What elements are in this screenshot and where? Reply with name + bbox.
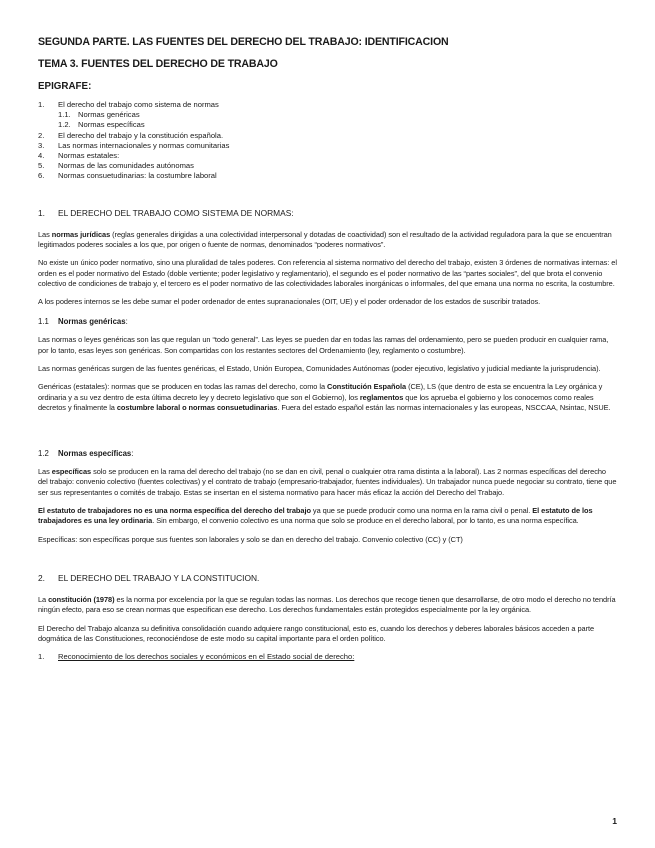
page-number: 1 bbox=[612, 816, 617, 826]
table-of-contents bbox=[38, 100, 617, 182]
epigraph-label: EPIGRAFE: bbox=[38, 81, 92, 92]
section-2-heading: 2. EL DERECHO DEL TRABAJO Y LA CONSTITUCION. bbox=[38, 572, 260, 583]
subsection-1-2-paragraph: Específicas: son específicas porque sus fuentes son laborales y solo se dan en derecho del trabajo. Convenio colectivo (CC) y (CT) bbox=[38, 534, 463, 544]
toc-item: 6. Normas consuetudinarias: la costumbre laboral bbox=[38, 171, 217, 181]
toc-item: 5. Normas de las comunidades autónomas bbox=[38, 161, 194, 171]
toc-subitem: 1.1. Normas genéricas bbox=[58, 110, 140, 120]
section-2-paragraph: La constitución (1978) es la norma por excelencia por la que se regulan todas las normas. Los derechos que recoge tienen que desarrollarse, de otro modo el derecho no tendría ningún efecto, para eso se crean normas que especifican ese derecho. Los derechos fundamentales están protegidos especialmente por la ley orgánica. bbox=[38, 594, 616, 615]
part-title: SEGUNDA PARTE. LAS FUENTES DEL DERECHO DEL TRABAJO: IDENTIFICACION bbox=[38, 36, 449, 48]
section-1-paragraph: Las normas jurídicas (reglas generales dirigidas a una colectividad interpersonal y dotadas de coactividad) son el resultado de la actividad reguladora para la que se encuentran legitimados poderes sociales a los que, por origen o fuente de normas, denominados “poderes normativos”. bbox=[38, 229, 612, 249]
subsection-1-1-paragraph: Genéricas (estatales): normas que se producen en todas las ramas del derecho, como la Constitución Española (CE), LS (que dentro de esta se encuentra la Ley orgánica y ordinaria y a su vez dentro de esta última decreto ley y decreto legislativo que son el Gobierno), los reglamentos que los aprueba el gobierno y los conocemos como reales decretos y finalmente la costumbre laboral o normas consuetudinarias. Fuera del estado español están las normas internacionales y las europeas, NSCCAA, Nsintac, NSUE. bbox=[38, 382, 611, 412]
toc-item: 4. Normas estatales: bbox=[38, 151, 120, 161]
subsection-1-2-paragraph: Las específicas solo se producen en la rama del derecho del trabajo (no se dan en civil, penal o cualquier otra rama distinta a la laboral). Las 2 normas específicas del derecho del trabajo: convenio colectivo (fuentes colectivas) y el contrato de trabajo (empresario-trabajador, fuentes individuales). Un trabajador nunca puede negociar su contrato, tiene que ser sus representantes o comités de trabajo. Estas se insertan en el sistema normativo para hacer más eficaz la acción del Derecho del Trabajo. bbox=[38, 467, 617, 497]
toc-item: 3. Las normas internacionales y normas comunitarias bbox=[38, 140, 230, 150]
subsection-1-2-heading: 1.2 Normas específicas : bbox=[38, 449, 134, 459]
subsection-1-1-paragraph: Las normas o leyes genéricas son las que regulan un “todo general”. Las leyes se pueden dar en todas las ramas del ordenamiento, pero se pueden producir en cualquier rama, por lo tanto, esas leyes son genéricas. Son compartidas con los restantes sectores del Ordenamiento (ley, reglamento o costumbre). bbox=[38, 335, 609, 355]
subsection-1-1-paragraph: Las normas genéricas surgen de las fuentes genéricas, el Estado, Unión Europea, Comunidades Autónomas (poder ejecutivo, legislativo y judicial mediante la jurisprudencia). bbox=[38, 364, 601, 373]
section-2-paragraph: El Derecho del Trabajo alcanza su definitiva consolidación cuando adquiere rango constitucional, esto es, cuando los derechos y deberes laborales básicos acceden a parte dogmática de las Constituciones, reconociéndose de este modo su capital importante para el orden político. bbox=[38, 623, 595, 643]
section-1-paragraph: No existe un único poder normativo, sino una pluralidad de tales poderes. Con referencia al sistema normativo del derecho del trabajo, existen 3 órdenes de normativas internas: el orden es el poder normativo del Estado (doble vertiente; poder legislativo y reglamentario), el segundo es el poder normativo de las “partes sociales”, del que brota el convenio colectivo de condiciones de trabajo y, el tercero es el poder normativo de las colectividades laborales inorgánicas o informales, del que emana una norma no escrita, la costumbre. bbox=[38, 258, 617, 288]
section-2-list-item: 1. Reconocimiento de los derechos sociales y económicos en el Estado social de derecho: bbox=[38, 652, 355, 662]
topic-title: TEMA 3. FUENTES DEL DERECHO DE TRABAJO bbox=[38, 58, 278, 70]
section-1-heading: 1. EL DERECHO DEL TRABAJO COMO SISTEMA DE NORMAS: bbox=[38, 207, 294, 218]
subsection-1-2-paragraph: El estatuto de trabajadores no es una norma específica del derecho del trabajo ya que se puede producir como una norma en la rama civil o penal. El estatuto de los trabajadores es una ley ordinaria. Sin embargo, el convenio colectivo es una norma que solo se produce en el derecho laboral, por lo tanto, es una norma específica. bbox=[38, 506, 593, 526]
subsection-1-1-heading: 1.1 Normas genéricas : bbox=[38, 317, 128, 327]
toc-subitem: 1.2. Normas específicas bbox=[58, 120, 145, 130]
toc-item: 2. El derecho del trabajo y la constitución española. bbox=[38, 130, 224, 140]
section-1-paragraph: A los poderes internos se les debe sumar el poder ordenador de entes supranacionales (OIT, UE) y el poder ordenador de los estados de suscribir tratados. bbox=[38, 297, 541, 307]
toc-item: 1. El derecho del trabajo como sistema de normas bbox=[38, 100, 219, 109]
